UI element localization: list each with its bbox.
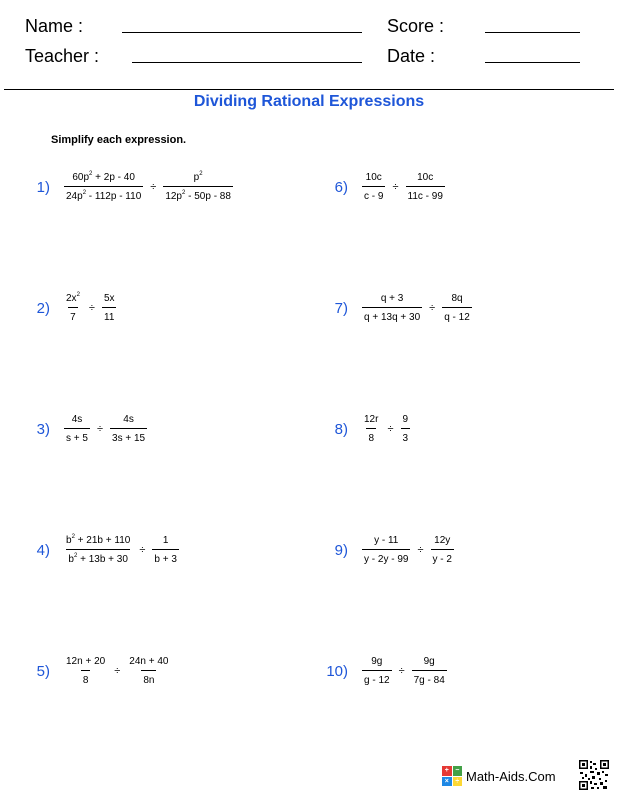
den-text: y - 2y - 99 bbox=[364, 554, 409, 565]
logo-plus: + bbox=[442, 766, 452, 776]
dividend-fraction bbox=[362, 534, 410, 565]
division-operator: ÷ bbox=[114, 664, 121, 677]
numerator bbox=[432, 534, 452, 549]
instructions: Simplify each expression. bbox=[51, 134, 187, 146]
numerator bbox=[415, 171, 435, 186]
divisor-fraction bbox=[442, 292, 472, 323]
score-label: Score : bbox=[387, 16, 445, 36]
denominator bbox=[362, 549, 410, 565]
problem-number: 8) bbox=[334, 421, 348, 438]
date-field-line[interactable] bbox=[485, 62, 580, 63]
numerator bbox=[121, 413, 136, 428]
date-label: Date : bbox=[387, 46, 436, 66]
num-text: 10c bbox=[417, 172, 434, 183]
problem-expression bbox=[362, 534, 454, 565]
num-text: 24n + 40 bbox=[129, 656, 169, 667]
num-text-rest: + 2p - 40 bbox=[92, 172, 135, 183]
problem-number: 10) bbox=[326, 663, 348, 680]
problem-number: 2) bbox=[36, 300, 50, 317]
num-text: 10c bbox=[365, 172, 382, 183]
num-text: 2x bbox=[66, 293, 77, 304]
numerator bbox=[64, 534, 132, 549]
teacher-field-line[interactable] bbox=[132, 62, 362, 63]
divisor-fraction bbox=[431, 534, 454, 565]
divisor-fraction bbox=[127, 655, 170, 686]
den-text: g - 12 bbox=[364, 675, 390, 686]
footer-brand bbox=[442, 766, 556, 786]
num-text: 4s bbox=[71, 414, 83, 425]
den-text: 3 bbox=[402, 433, 409, 444]
problem-number: 1) bbox=[36, 179, 50, 196]
numerator bbox=[449, 292, 464, 307]
problem-expression bbox=[64, 292, 117, 323]
dividend-fraction bbox=[64, 171, 143, 202]
problem-expression bbox=[64, 171, 233, 202]
den-text: q + 13q + 30 bbox=[364, 312, 421, 323]
division-operator: ÷ bbox=[96, 422, 104, 435]
dividend-fraction bbox=[64, 655, 107, 686]
problem-number: 7) bbox=[334, 300, 348, 317]
num-text: 5x bbox=[103, 293, 115, 304]
dividend-fraction bbox=[64, 413, 90, 444]
logo-times: × bbox=[442, 777, 452, 787]
problem-number: 4) bbox=[36, 542, 50, 559]
den-text: 3s + 15 bbox=[112, 433, 146, 444]
division-operator: ÷ bbox=[417, 543, 424, 556]
den-text: 7g - 84 bbox=[413, 675, 445, 686]
problem-expression bbox=[362, 171, 445, 202]
den-text: b + 3 bbox=[154, 554, 177, 565]
exponent: 2 bbox=[199, 171, 203, 177]
den-text: 11c - 99 bbox=[407, 191, 443, 202]
numerator bbox=[70, 171, 137, 186]
numerator bbox=[64, 655, 107, 670]
division-operator: ÷ bbox=[150, 180, 157, 193]
num-text: b bbox=[66, 535, 72, 546]
denominator bbox=[102, 307, 116, 323]
numerator bbox=[161, 534, 171, 549]
denominator bbox=[406, 186, 445, 202]
denominator bbox=[431, 549, 454, 565]
division-operator: ÷ bbox=[398, 664, 405, 677]
denominator bbox=[110, 428, 147, 444]
logo-divide: ÷ bbox=[453, 777, 463, 787]
numerator bbox=[422, 655, 437, 670]
footer-brand-text: Math-Aids.Com bbox=[466, 768, 556, 784]
den-text-rest: - 112p - 110 bbox=[86, 191, 142, 202]
worksheet-title: Dividing Rational Expressions bbox=[193, 93, 425, 110]
divisor-fraction bbox=[152, 534, 179, 565]
num-text: 12r bbox=[364, 414, 379, 425]
den-text: 8 bbox=[368, 433, 374, 444]
numerator bbox=[127, 655, 170, 670]
denominator bbox=[64, 186, 143, 202]
num-text: 12y bbox=[434, 535, 451, 546]
den-text: b bbox=[68, 554, 74, 565]
denominator bbox=[401, 428, 411, 444]
problem-expression bbox=[64, 655, 170, 686]
name-field-line[interactable] bbox=[122, 32, 362, 33]
divisor-fraction bbox=[401, 413, 411, 444]
dividend-fraction bbox=[362, 171, 385, 202]
num-text: 1 bbox=[162, 535, 169, 546]
divisor-fraction bbox=[412, 655, 447, 686]
exponent: 2 bbox=[71, 534, 75, 540]
divisor-fraction bbox=[406, 171, 445, 202]
den-text: 8 bbox=[82, 675, 89, 686]
division-operator: ÷ bbox=[429, 301, 436, 314]
header-divider bbox=[4, 89, 614, 90]
den-text: 24p bbox=[66, 191, 83, 202]
dividend-fraction bbox=[362, 655, 392, 686]
denominator bbox=[366, 428, 376, 444]
exponent: 2 bbox=[82, 190, 87, 196]
dividend-fraction bbox=[64, 292, 82, 323]
denominator bbox=[362, 186, 385, 202]
num-text: 60p bbox=[72, 172, 90, 183]
numerator bbox=[372, 534, 400, 549]
num-text: 8q bbox=[451, 293, 463, 304]
denominator bbox=[412, 670, 447, 686]
numerator bbox=[369, 655, 384, 670]
num-text: y - 11 bbox=[374, 535, 399, 546]
problem-number: 9) bbox=[334, 542, 348, 559]
score-field-line[interactable] bbox=[485, 32, 580, 33]
denominator bbox=[163, 186, 233, 202]
divisor-fraction bbox=[110, 413, 147, 444]
numerator bbox=[64, 292, 82, 307]
exponent: 2 bbox=[89, 171, 93, 177]
den-text: 12p bbox=[165, 191, 182, 202]
num-text-rest: + 21b + 110 bbox=[74, 535, 131, 546]
den-text: q - 12 bbox=[444, 312, 470, 323]
logo-minus: − bbox=[453, 766, 463, 776]
den-text: 8n bbox=[143, 675, 155, 686]
denominator bbox=[64, 428, 90, 444]
num-text: 12n + 20 bbox=[66, 656, 106, 667]
den-text-rest: + 13b + 30 bbox=[77, 554, 128, 565]
dividend-fraction bbox=[362, 413, 380, 444]
exponent: 2 bbox=[76, 292, 80, 298]
den-text: s + 5 bbox=[66, 433, 88, 444]
den-text-rest: - 50p - 88 bbox=[185, 191, 231, 202]
numerator bbox=[192, 171, 205, 186]
problem-expression bbox=[362, 413, 410, 444]
problem-number: 3) bbox=[36, 421, 50, 438]
problem-expression bbox=[362, 655, 447, 686]
numerator bbox=[362, 413, 380, 428]
division-operator: ÷ bbox=[387, 422, 394, 435]
den-text: 7 bbox=[70, 312, 76, 323]
denominator bbox=[141, 670, 156, 686]
dividend-fraction bbox=[64, 534, 132, 565]
division-operator: ÷ bbox=[88, 301, 95, 314]
num-text: p bbox=[193, 172, 200, 183]
divisor-fraction bbox=[163, 171, 233, 202]
exponent: 2 bbox=[73, 553, 78, 559]
problem-number: 6) bbox=[334, 179, 348, 196]
denominator bbox=[81, 670, 91, 686]
num-text: q + 3 bbox=[380, 293, 404, 304]
denominator bbox=[152, 549, 179, 565]
num-text: 9g bbox=[423, 656, 435, 667]
teacher-label: Teacher : bbox=[25, 46, 100, 66]
numerator bbox=[401, 413, 411, 428]
numerator bbox=[379, 292, 406, 307]
num-text: 4s bbox=[123, 414, 134, 425]
math-aids-logo-icon bbox=[442, 766, 462, 786]
num-text: 9g bbox=[371, 656, 383, 667]
numerator bbox=[102, 292, 117, 307]
name-label: Name : bbox=[25, 16, 84, 36]
exponent: 2 bbox=[182, 190, 186, 196]
denominator bbox=[66, 549, 130, 565]
numerator bbox=[70, 413, 85, 428]
problem-expression bbox=[64, 534, 179, 565]
denominator bbox=[442, 307, 472, 323]
dividend-fraction bbox=[362, 292, 422, 323]
problem-expression bbox=[362, 292, 472, 323]
denominator bbox=[362, 307, 422, 323]
denominator bbox=[68, 307, 78, 323]
divisor-fraction bbox=[102, 292, 117, 323]
den-text: c - 9 bbox=[364, 191, 384, 202]
problem-expression bbox=[64, 413, 147, 444]
denominator bbox=[362, 670, 392, 686]
den-text: 11 bbox=[104, 312, 115, 323]
den-text: y - 2 bbox=[432, 554, 452, 565]
division-operator: ÷ bbox=[139, 543, 146, 556]
division-operator: ÷ bbox=[392, 180, 399, 193]
numerator bbox=[364, 171, 384, 186]
num-text: 9 bbox=[402, 414, 409, 425]
qr-code-icon bbox=[578, 759, 610, 791]
problem-number: 5) bbox=[36, 663, 50, 680]
